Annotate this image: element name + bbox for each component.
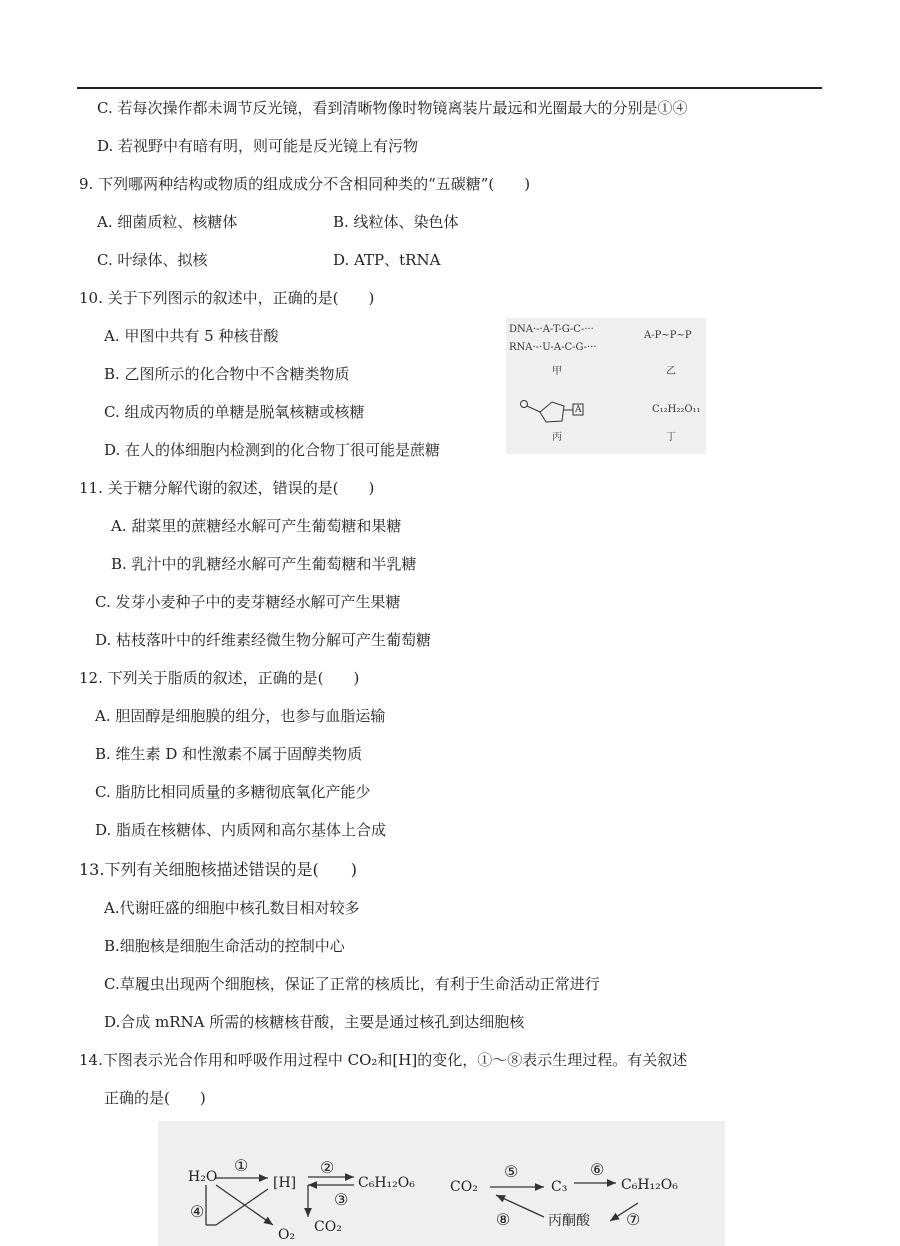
q13-option-a: A.代谢旺盛的细胞中核孔数目相对较多: [104, 899, 360, 917]
step-1: ①: [234, 1156, 249, 1175]
step-2: ②: [320, 1158, 335, 1177]
q12-option-a: A. 胆固醇是细胞膜的组分，也参与血脂运输: [95, 707, 386, 725]
q11-option-d: D. 枯枝落叶中的纤维素经微生物分解可产生葡萄糖: [95, 631, 432, 649]
q10-option-d: D. 在人的体细胞内检测到的化合物丁很可能是蔗糖: [104, 441, 441, 459]
q9-option-b: B. 线粒体、染色体: [333, 213, 459, 231]
q10-figure: [506, 318, 706, 454]
q11-option-b: B. 乳汁中的乳糖经水解可产生葡萄糖和半乳糖: [111, 555, 417, 573]
dna-strand-label: DNA·-·A-T-G-C-···: [509, 324, 594, 335]
glucose-right-label: C₆H₁₂O₆: [621, 1177, 678, 1193]
q12-option-c: C. 脂肪比相同质量的多糖彻底氧化产能少: [95, 783, 371, 801]
q10-option-c: C. 组成丙物质的单糖是脱氧核糖或核糖: [104, 403, 365, 421]
glucose-left-label: C₆H₁₂O₆: [358, 1175, 415, 1191]
q13-option-b: B.细胞核是细胞生命活动的控制中心: [104, 937, 345, 955]
q14-stem: 14.下图表示光合作用和呼吸作用过程中 CO₂和[H]的变化，①～⑧表示生理过程。有关叙述: [79, 1051, 688, 1069]
header-rule: [77, 87, 822, 89]
q10-option-a: A. 甲图中共有 5 种核苷酸: [104, 327, 279, 345]
q11-option-c: C. 发芽小麦种子中的麦芽糖经水解可产生果糖: [95, 593, 401, 611]
step-4: ④: [190, 1202, 205, 1221]
h-label: [H]: [273, 1175, 297, 1191]
caption-jia: 甲: [552, 366, 562, 377]
caption-ding: 丁: [666, 432, 676, 443]
q14-stem-cont: 正确的是( ): [104, 1089, 206, 1107]
q14-figure: [158, 1121, 725, 1246]
atp-label: A-P~P~P: [644, 330, 692, 341]
caption-yi: 乙: [666, 366, 676, 377]
o2-label: O₂: [278, 1227, 296, 1243]
q9-stem: 9. 下列哪两种结构或物质的组成成分不含相同种类的“五碳糖”( ): [79, 175, 531, 193]
q13-option-c: C.草履虫出现两个细胞核，保证了正常的核质比，有利于生命活动正常进行: [104, 975, 600, 993]
h2o-label: H₂O: [188, 1169, 218, 1185]
step-8: ⑧: [496, 1210, 511, 1229]
caption-bing: 丙: [552, 432, 562, 443]
q10-stem: 10. 关于下列图示的叙述中，正确的是( ): [79, 289, 375, 307]
formula-label: C₁₂H₂₂O₁₁: [652, 404, 701, 415]
nucleotide-diagram: [506, 318, 706, 454]
co2-below-label: CO₂: [314, 1219, 342, 1235]
photosynthesis-respiration-diagram: [158, 1121, 725, 1246]
q8-option-d: D. 若视野中有暗有明，则可能是反光镜上有污物: [97, 137, 419, 155]
q10-option-b: B. 乙图所示的化合物中不含糖类物质: [104, 365, 350, 383]
q8-option-c: C. 若每次操作都未调节反光镜，看到清晰物像时物镜离装片最远和光圈最大的分别是①④: [97, 99, 688, 117]
c3-label: C₃: [551, 1179, 568, 1195]
q11-stem: 11. 关于糖分解代谢的叙述，错误的是( ): [79, 479, 375, 497]
q11-option-a: A. 甜菜里的蔗糖经水解可产生葡萄糖和果糖: [111, 517, 402, 535]
q9-option-d: D. ATP、tRNA: [333, 251, 441, 269]
q13-option-d: D.合成 mRNA 所需的核糖核苷酸，主要是通过核孔到达细胞核: [104, 1013, 525, 1031]
q12-option-d: D. 脂质在核糖体、内质网和高尔基体上合成: [95, 821, 387, 839]
base-label: A: [575, 405, 582, 415]
rna-strand-label: RNA·-·U-A-C-G-···: [509, 342, 597, 353]
step-7: ⑦: [626, 1210, 641, 1229]
step-3: ③: [334, 1190, 349, 1209]
q12-stem: 12. 下列关于脂质的叙述，正确的是( ): [79, 669, 360, 687]
co2-right-label: CO₂: [450, 1179, 478, 1195]
q12-option-b: B. 维生素 D 和性激素不属于固醇类物质: [95, 745, 363, 763]
step-6: ⑥: [590, 1160, 605, 1179]
q9-option-c: C. 叶绿体、拟核: [97, 251, 208, 269]
q13-stem: 13.下列有关细胞核描述错误的是( ): [79, 860, 357, 879]
pyruvate-label: 丙酮酸: [548, 1213, 590, 1229]
step-5: ⑤: [504, 1162, 519, 1181]
q9-option-a: A. 细菌质粒、核糖体: [97, 213, 238, 231]
